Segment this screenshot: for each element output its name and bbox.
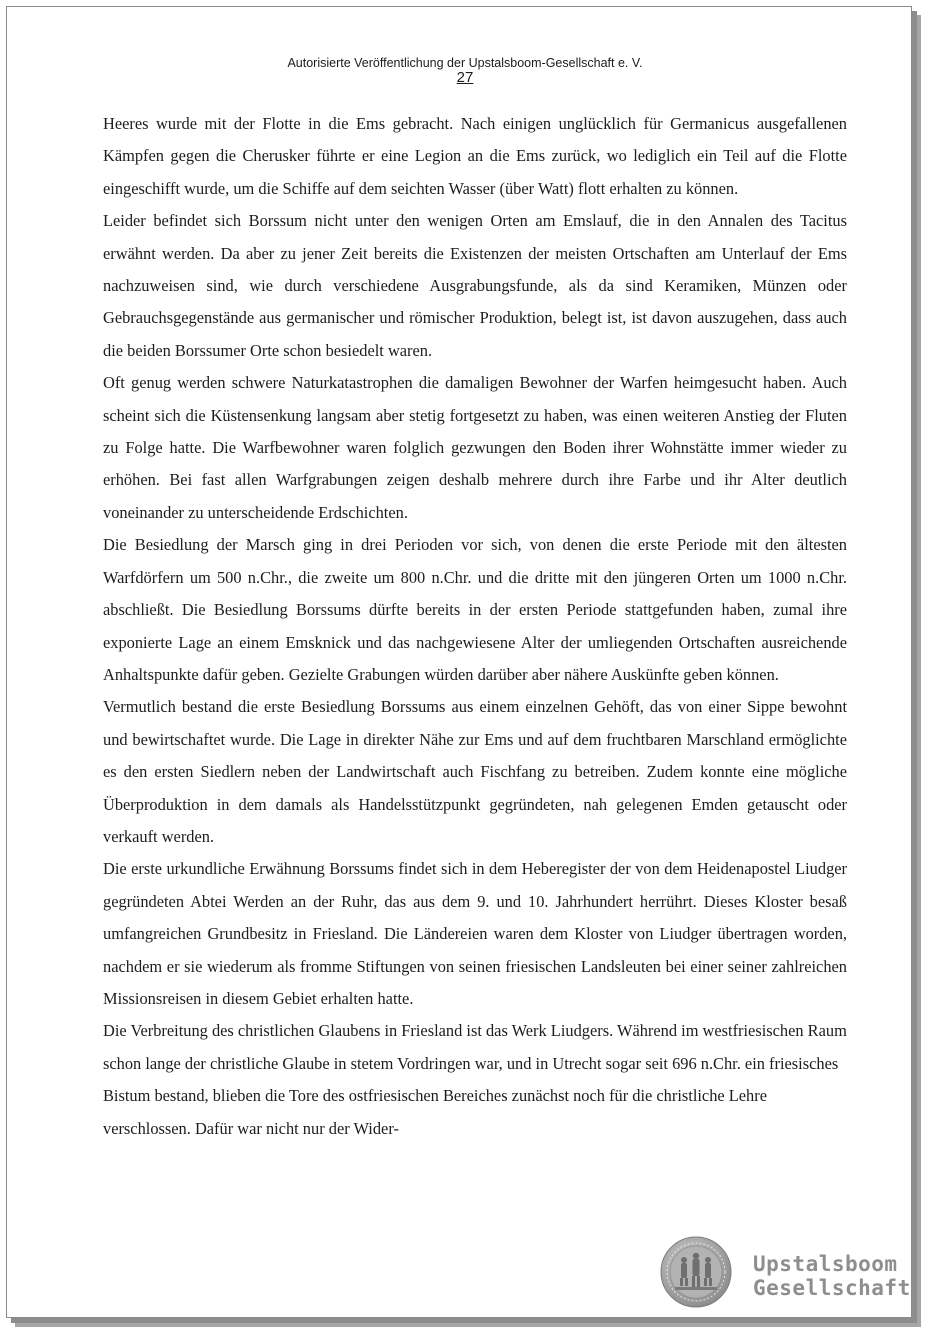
paragraph: Die Besiedlung der Marsch ging in drei Perioden vor sich, von denen die erste Periode mit den ältesten Warfdörfern um 500 n.Chr., die zweite um 800 n.Chr. und die dritte mit den jüngeren Orten um 1000 n.Chr. abschließt. Die Besiedlung Borssums dürfte bereits in der ersten Periode stattgefunden haben, zumal ihre exponierte Lage an einem Emsknick und das nachgewiesene Alter der umliegenden Ortschaften ausreichende Anhaltspunkte dafür geben. Gezielte Grabungen würden darüber aber nähere Auskünfte geben können. xyxy=(103,535,847,684)
paragraph: Die erste urkundliche Erwähnung Borssums findet sich in dem Heberegister der von dem Heidenapostel Liudger gegründeten Abtei Werden an der Ruhr, das aus dem 9. und 10. Jahrhundert herrührt. Dieses Kloster besaß umfangreichen Grundbesitz in Friesland. Die Ländereien waren dem Kloster von Liudger übertragen worden, nachdem er sie wiederum als fromme Stiftungen von seinen friesischen Landsleuten bei einer seiner zahlreichen Missionsreisen in diesem Gebiet erhalten hatte. xyxy=(103,859,847,1008)
paragraph: Leider befindet sich Borssum nicht unter den wenigen Orten am Emslauf, die in den Annalen des Tacitus erwähnt werden. Da aber zu jener Zeit bereits die Existenzen der meisten Ortschaften am Unterlauf der Ems nachzuweisen sind, wie durch verschiedene Ausgrabungsfunde, als da sind Keramiken, Münzen oder Gebrauchsgegenstände aus germanischer und römischer Produktion, belegt ist, ist davon auszugehen, dass auch die beiden Borssumer Orte schon besiedelt waren. xyxy=(103,211,847,360)
society-name-line2: Gesellschaft xyxy=(753,1276,911,1300)
paragraph: Oft genug werden schwere Naturkatastrophen die damaligen Bewohner der Warfen heimgesucht haben. Auch scheint sich die Küstensenkung langsam aber stetig fortgesetzt zu haben, was einen weiteren Anstieg der Fluten zu Folge hatte. Die Warfbewohner waren folglich gezwungen den Boden ihrer Wohnstätte immer wieder zu erhöhen. Bei fast allen Warfgrabungen zeigen deshalb mehrere durch ihre Farbe und ihr Alter deutlich voneinander zu unterscheidende Erdschichten. xyxy=(103,373,847,522)
running-header: Autorisierte Veröffentlichung der Upstalsboom-Gesellschaft e. V. xyxy=(287,56,643,70)
society-logo xyxy=(660,1236,910,1316)
paragraph: Heeres wurde mit der Flotte in die Ems gebracht. Nach einigen unglücklich für Germanicus ausgefallenen Kämpfen gegen die Cherusker führte er eine Legion an die Ems zurück, wo lediglich ein Teil auf die Flotte eingeschifft wurde, um die Schiffe auf dem seichten Wasser (über Watt) flott erhalten zu können. xyxy=(103,114,847,198)
society-seal-icon xyxy=(660,1236,732,1308)
paragraph: Vermutlich bestand die erste Besiedlung Borssums aus einem einzelnen Gehöft, das von einer Sippe bewohnt und bewirtschaftet wurde. Die Lage in direkter Nähe zur Ems und auf dem fruchtbaren Marschland ermöglichte es den ersten Siedlern neben der Landwirtschaft auch Fischfang zu betreiben. Zudem konnte eine mögliche Überproduktion in dem damals als Handelsstützpunkt gegründeten, nah gelegenen Emden getauscht oder verkauft werden. xyxy=(103,697,847,846)
paragraph: Die Verbreitung des christlichen Glaubens in Friesland ist das Werk Liudgers. Während im westfriesischen Raum schon lange der christliche Glaube in stetem Vordringen war, und in Utrecht sogar seit 696 n.Chr. ein friesisches Bistum bestand, blieben die Tore des ostfriesischen Bereiches zunächst noch für die christliche Lehre verschlossen. Dafür war nicht nur der Wider- xyxy=(103,1021,847,1138)
body-text xyxy=(103,108,847,1145)
society-name xyxy=(753,1252,911,1300)
page-number xyxy=(0,70,930,86)
page-number-value: 27 xyxy=(456,69,474,86)
society-name-line1: Upstalsboom xyxy=(753,1252,898,1276)
